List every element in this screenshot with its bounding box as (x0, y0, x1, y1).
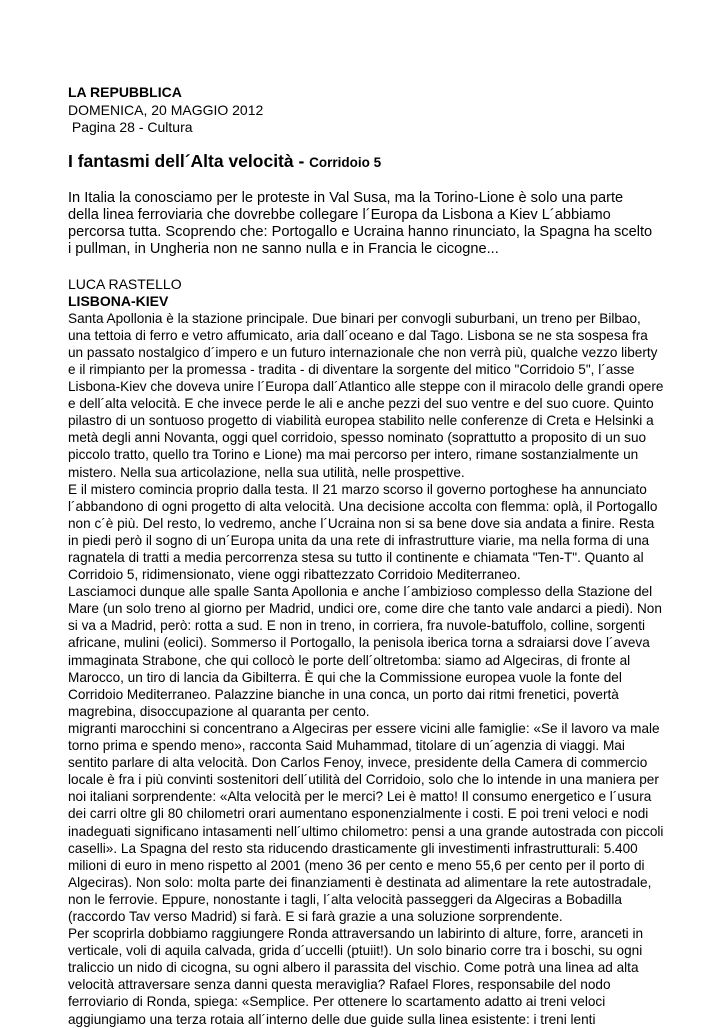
body-line: velocità attraversare senza danni questa meraviglia? Rafael Flores, responsabile del nodo (68, 977, 611, 993)
body-line: locale è fra i più convinti sostenitori dell´utilità del Corridoio, solo che lo intende in una maniera per (68, 772, 659, 788)
body-line: si va a Madrid, però: rotta a sud. E non in treno, in corriera, fra nuvole-batuffolo, colline, sorgenti (68, 618, 646, 634)
headline-title: I fantasmi dell´Alta velocità - (68, 150, 310, 171)
lead-line: i pullman, in Ungheria non ne sanno nulla e in Francia le cicogne... (68, 241, 499, 258)
body-line: non le ferrovie. Eppure, nonostante i tagli, l´alta velocità passeggeri da Algeciras a Bobadilla (68, 891, 622, 907)
body-line: una tettoia di ferro e vetro affumicato, aria dall´oceano e dal Tago. Lisbona se ne sta sospesa fra (68, 327, 648, 343)
body-line: dei carri oltre gli 80 chilometri orari aumentano esponenzialmente i costi. E poi treni veloci e nodi (68, 806, 649, 822)
body-line: traliccio un nido di cicogna, su ogni albero il parassita del vischio. Come potrà una linea ad alta (68, 960, 639, 976)
body-line: Algeciras). Non solo: molta parte dei finanziamenti è destinata ad alimentare la rete autostradale, (68, 874, 652, 890)
body-line: e il rimpianto per la promessa - tradita - di diventare la sorgente del mitico "Corridoio 5", l´asse (68, 361, 635, 377)
headline-subtitle: Corridoio 5 (309, 154, 382, 170)
article-page (68, 84, 708, 1028)
body-line: africane, mulini (eolici). Sommerso il Portogallo, la penisola iberica torna a sdraiarsi dove l´aveva (68, 635, 650, 651)
body-line: ferroviario di Ronda, spiega: «Semplice. Per ottenere lo scartamento adatto ai treni veloci (68, 994, 606, 1010)
body-line: Lasciamoci dunque alle spalle Santa Apollonia e anche l´ambizioso complesso della Stazione del (68, 584, 653, 600)
lead-paragraph (68, 190, 708, 259)
body-line: Per scoprirla dobbiamo raggiungere Ronda attraversando un labirinto di alture, forre, aranceti in (68, 926, 644, 942)
body-line: inadeguati significano intasamenti nell´ultimo chilometro: pensi a una grande autostrada con piccoli (68, 823, 664, 839)
body-line: noi italiani sorprendente: «Alta velocità per le merci? Lei è matto! Il consumo energetico e l´usura (68, 789, 652, 805)
article-headline (68, 150, 708, 174)
body-line: migranti marocchini si concentrano a Algeciras per essere vicini alle famiglie: «Se il lavoro va male (68, 720, 660, 736)
body-line: immaginata Strabone, che qui collocò le porte dell´oltretomba: siamo ad Algeciras, di fronte al (68, 652, 631, 668)
publication-date: DOMENICA, 20 MAGGIO 2012 (68, 101, 264, 118)
body-line: in piedi però il sogno di un´Europa unita da una rete di infrastrutture viarie, ma nella forma di una (68, 532, 650, 548)
body-line: Santa Apollonia è la stazione principale. Due binari per convogli suburbani, un treno per Bilbao, (68, 310, 641, 326)
lead-line: percorsa tutta. Scoprendo che: Portogallo e Ucraina hanno rinunciato, la Spagna ha scelto (68, 224, 653, 241)
body-line: aggiungiamo una terza rotaia all´interno delle due guide sulla linea esistente: i treni lenti (68, 1011, 596, 1027)
newspaper-name: LA REPUBBLICA (68, 84, 182, 100)
body-line: piccolo tratto, quello tra Torino e Lione) ma mai percorso per intero, rimane sostanzialmente un (68, 447, 639, 463)
body-line: un passato nostalgico d´impero e un futuro internazionale che non verrà più, qualche vezzo liberty (68, 344, 658, 360)
body-line: caselli». La Spagna del resto sta riducendo drasticamente gli investimenti infrastrutturali: 5.400 (68, 840, 638, 856)
body-line: non c´è più. Del resto, lo vedremo, anche l´Ucraina non si sa bene dove sia andata a finire. Resta (68, 515, 655, 531)
article-body (68, 310, 708, 1028)
body-line: e dell´alta velocità. E che invece perde le ali e anche pezzi del suo ventre e del suo cuore. Quinto (68, 396, 654, 412)
body-line: metà degli anni Novanta, oggi quel corridoio, spesso nominato (soprattutto a proposito di un suo (68, 430, 647, 446)
body-line: torno prima e spendo meno», racconta Said Muhammad, titolare di un´agenzia di viaggi. Mai (68, 738, 625, 754)
body-line: Mare (un solo treno al giorno per Madrid, undici ore, come dire che tanto vale andarci a piedi). Non (68, 601, 662, 617)
body-line: l´abbandono di ogni progetto di alta velocità. Una decisione accolta con flemma: oplà, il Portogallo (68, 498, 658, 514)
body-line: (raccordo Tav verso Madrid) si farà. E si farà grazie a una soluzione sorprendente. (68, 908, 563, 924)
body-line: Corridoio Mediterraneo. Palazzine bianche in una conca, un porto dai ritmi frenetici, povertà (68, 686, 619, 702)
body-line: pilastro di un sontuoso progetto di viabilità europea stabilito nelle conferenze di Creta e Helsinki a (68, 413, 654, 429)
body-line: Marocco, un tiro di lancia da Gibilterra. È qui che la Commissione europea vuole la fonte del (68, 669, 622, 685)
page-section: Pagina 28 - Cultura (68, 119, 193, 135)
body-line: mistero. Nella sua articolazione, nella sua utilità, nelle prospettive. (68, 464, 465, 480)
lead-line: In Italia la conosciamo per le proteste in Val Susa, ma la Torino-Lione è solo una parte (68, 189, 624, 206)
body-line: milioni di euro in meno rispetto al 2001 (meno 36 per cento e meno 55,6 per cento per il porto di (68, 857, 645, 873)
body-line: Lisbona-Kiev che doveva unire l´Europa dall´Atlantico alle steppe con il miracolo delle grandi opere (68, 379, 664, 395)
body-line: sentito parlare di alta velocità. Don Carlos Fenoy, invece, presidente della Camera di commercio (68, 755, 648, 771)
lead-line: della linea ferroviaria che dovrebbe collegare l´Europa da Lisbona a Kiev L´abbiamo (68, 206, 611, 223)
body-line: verticale, voli di aquila calvada, grida d´uccelli (ptuiit!). Un solo binario corre tra i boschi, su ogni (68, 943, 643, 959)
body-line: E il mistero comincia proprio dalla testa. Il 21 marzo scorso il governo portoghese ha annunciato (68, 481, 647, 497)
body-line: Corridoio 5, ridimensionato, viene oggi ribattezzato Corridoio Mediterraneo. (68, 567, 521, 583)
author-byline: LUCA RASTELLO (68, 275, 182, 292)
body-line: ragnatela di tratti a media percorrenza stesa su tutto il continente e chiamata "Ten-T". Quanto al (68, 550, 644, 565)
body-line: magrebina, disoccupazione al quaranta per cento. (68, 703, 370, 719)
section-title: LISBONA-KIEV (68, 292, 169, 309)
